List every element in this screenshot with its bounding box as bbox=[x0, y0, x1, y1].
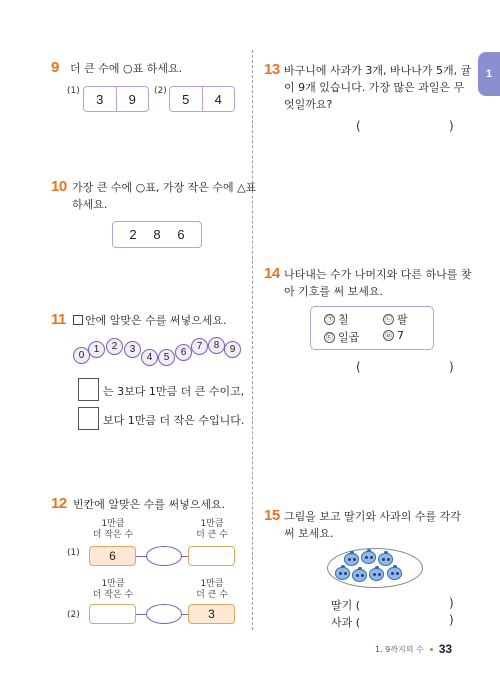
q12-row2-smaller-label bbox=[83, 579, 143, 601]
question-number-11: 11 bbox=[51, 311, 66, 328]
q12-row1-larger-label bbox=[182, 519, 242, 541]
q15-strawberry-label: 딸기 ( bbox=[331, 599, 361, 612]
bead-8: 8 bbox=[208, 337, 225, 354]
q12-row1-answer-box[interactable] bbox=[188, 546, 235, 566]
q14-answer-field[interactable] bbox=[364, 359, 446, 375]
q14-answer-close: ) bbox=[449, 360, 454, 374]
q12-row2-label: (2) bbox=[67, 610, 80, 620]
q12-row1-given-box: 6 bbox=[89, 546, 136, 566]
q9-pair2-left[interactable]: 5 bbox=[182, 91, 190, 107]
question-11-text bbox=[73, 312, 227, 329]
page-footer bbox=[375, 642, 452, 656]
q14-choice-d[interactable] bbox=[383, 329, 404, 342]
page-number: 33 bbox=[438, 642, 453, 656]
question-number-10: 10 bbox=[51, 178, 67, 195]
q9-number-pair-2 bbox=[169, 86, 235, 112]
bead-5: 5 bbox=[158, 349, 175, 366]
q12-row2-smaller-label-l1: 1만큼 bbox=[101, 579, 125, 589]
q12-row1-label: (1) bbox=[67, 548, 80, 558]
q12-row1-smaller-label-l1: 1만큼 bbox=[101, 519, 125, 529]
bead-3: 3 bbox=[124, 341, 141, 358]
footer-section: 1. 9까지의 수 bbox=[375, 644, 424, 654]
fruit-icon bbox=[352, 569, 367, 582]
q12-row2-larger-label bbox=[182, 579, 242, 601]
question-number-13: 13 bbox=[264, 61, 280, 78]
fruit-icon bbox=[378, 553, 393, 566]
q14-choice-b-text: 팔 bbox=[397, 313, 408, 326]
question-13-text-line3: 엇일까요? bbox=[284, 98, 333, 111]
q14-answer-open: ( bbox=[356, 360, 361, 374]
q10-number-2[interactable]: 8 bbox=[153, 227, 161, 242]
q9-label-1: (1) bbox=[67, 86, 80, 96]
q9-pair2-right[interactable]: 4 bbox=[202, 87, 235, 111]
question-number-14: 14 bbox=[264, 265, 280, 282]
question-15-text-line1: 그림을 보고 딸기와 사과의 수를 각각 bbox=[284, 510, 461, 523]
q9-pair1-left[interactable]: 3 bbox=[96, 91, 104, 107]
bead-4: 4 bbox=[141, 349, 158, 366]
question-number-9: 9 bbox=[51, 59, 59, 76]
q10-number-1[interactable]: 2 bbox=[129, 227, 137, 242]
q12-row2-smaller-label-l2: 더 작은 수 bbox=[92, 590, 134, 600]
question-10-text-line2: 하세요. bbox=[72, 198, 108, 211]
q12-row1-larger-label-l1: 1만큼 bbox=[200, 519, 224, 529]
question-14-text-line2: 아 기호를 써 보세요. bbox=[284, 285, 383, 298]
q9-label-2: (2) bbox=[154, 86, 167, 96]
q11-answer-box-2[interactable] bbox=[78, 407, 99, 430]
question-number-15: 15 bbox=[264, 507, 280, 524]
q15-apple-label: 사과 ( bbox=[331, 616, 361, 629]
bead-6: 6 bbox=[175, 344, 192, 361]
q12-row2-answer-box[interactable] bbox=[89, 604, 136, 624]
q11-statement-2: 보다 1만큼 더 작은 수입니다. bbox=[103, 414, 245, 427]
q13-answer-field[interactable] bbox=[364, 118, 446, 134]
q10-number-set bbox=[112, 221, 202, 248]
bead-1: 1 bbox=[88, 341, 105, 358]
q13-answer-open: ( bbox=[356, 119, 361, 133]
q14-choice-d-text: 7 bbox=[397, 329, 404, 342]
q10-number-3[interactable]: 6 bbox=[177, 227, 185, 242]
q14-choice-c[interactable] bbox=[324, 329, 359, 345]
q14-choice-b[interactable] bbox=[383, 311, 408, 327]
q12-row1-center-oval[interactable] bbox=[146, 546, 182, 566]
bead-2: 2 bbox=[106, 338, 123, 355]
question-11-text-content: 안에 알맞은 수를 써넣으세요. bbox=[85, 314, 227, 327]
bead-9: 9 bbox=[224, 341, 241, 358]
footer-dot-icon bbox=[430, 648, 433, 651]
q12-row2-center-oval[interactable] bbox=[146, 604, 182, 624]
q12-row2-given-box: 3 bbox=[188, 604, 235, 624]
q15-strawberry-close: ) bbox=[449, 596, 454, 610]
q9-number-pair-1 bbox=[83, 86, 149, 112]
q9-pair1-right[interactable]: 9 bbox=[116, 87, 149, 111]
fruit-icon bbox=[369, 568, 384, 581]
q12-row1-smaller-label-l2: 더 작은 수 bbox=[92, 530, 134, 540]
q13-answer-close: ) bbox=[449, 119, 454, 133]
q14-choice-a-text: 칠 bbox=[338, 313, 349, 326]
q11-answer-box-1[interactable] bbox=[78, 378, 99, 401]
question-9-text: 더 큰 수에 ○표 하세요. bbox=[70, 62, 183, 75]
q15-apple-close: ) bbox=[449, 613, 454, 627]
q12-row2-larger-label-l1: 1만큼 bbox=[200, 579, 224, 589]
question-13-text-line1: 바구니에 사과가 3개, 바나나가 5개, 귤 bbox=[284, 64, 472, 77]
fruit-icon bbox=[344, 553, 359, 566]
circled-label-icon: ㉡ bbox=[385, 315, 392, 323]
blank-square-icon bbox=[73, 315, 83, 325]
q12-row1-larger-label-l2: 더 큰 수 bbox=[196, 530, 228, 540]
question-12-text: 빈칸에 알맞은 수를 써넣으세요. bbox=[73, 498, 226, 511]
bead-7: 7 bbox=[191, 338, 208, 355]
q12-row2-larger-label-l2: 더 큰 수 bbox=[196, 590, 228, 600]
question-15-text-line2: 써 보세요. bbox=[284, 527, 334, 540]
chapter-tab-label: 1 bbox=[485, 68, 493, 80]
question-14-text-line1: 나타내는 수가 나머지와 다른 하나를 찾 bbox=[284, 268, 472, 281]
column-divider bbox=[252, 50, 253, 630]
fruit-icon bbox=[335, 567, 350, 580]
q11-statement-1: 는 3보다 1만큼 더 큰 수이고, bbox=[103, 385, 245, 398]
circled-label-icon: ㉠ bbox=[326, 315, 333, 323]
q12-row1-smaller-label bbox=[83, 519, 143, 541]
q15-apple-field[interactable] bbox=[370, 613, 446, 629]
circled-label-icon: ㉣ bbox=[385, 331, 392, 340]
circled-label-icon: ㉢ bbox=[326, 333, 333, 341]
fruit-icon bbox=[387, 567, 402, 580]
fruit-icon bbox=[361, 551, 376, 564]
q15-strawberry-field[interactable] bbox=[370, 596, 446, 612]
bead-0: 0 bbox=[73, 347, 90, 364]
chapter-tab bbox=[478, 52, 500, 96]
question-13-text-line2: 이 9개 있습니다. 가장 많은 과일은 무 bbox=[284, 81, 465, 94]
question-number-12: 12 bbox=[51, 495, 67, 512]
question-10-text-line1: 가장 큰 수에 ○표, 가장 작은 수에 △표 bbox=[72, 181, 257, 194]
q14-choice-c-text: 일곱 bbox=[338, 331, 360, 344]
q14-choice-a[interactable] bbox=[324, 311, 349, 327]
